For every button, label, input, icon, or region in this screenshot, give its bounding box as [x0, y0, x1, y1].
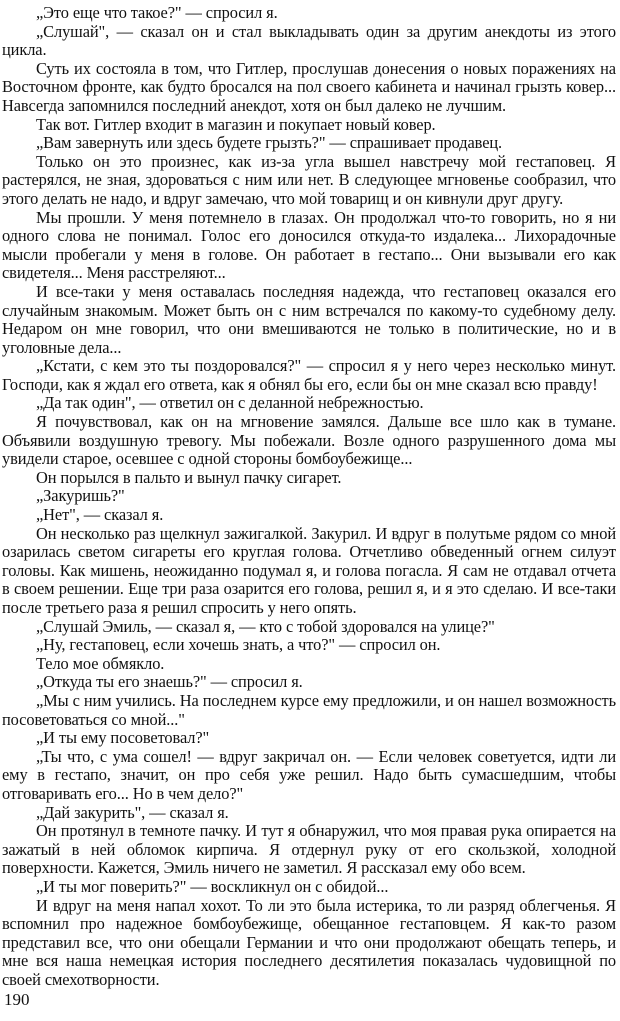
paragraph: Только он это произнес, как из-за угла вышел навстречу мой гестаповец. Я растерялся, не зная, здороваться с ним или нет. В следующее мгновенье сообразил, что этого делать не надо, и вдруг замечаю, что мой товарищ и он кивнули друг другу. — [2, 151, 616, 208]
paragraph: „Мы с ним учились. На последнем курсе ему предложили, и он нашел возможность посоветоваться со мной..." — [2, 690, 616, 729]
paragraph: „Вам завернуть или здесь будете грызть?" — спрашивает продавец. — [36, 133, 503, 153]
paragraph: И вдруг на меня напал хохот. То ли это была истерика, то ли разряд облегченья. Я вспомнил про надежное бомбоубежище, обещанное гестаповцем. Я как-то разом представил все, что они обещали Германии и что они продолжают обещать теперь, и мне вся наша немецкая история последнего десятилетия показалась чудовищной по своей смехотворности. — [2, 895, 616, 989]
paragraph: „Это еще что такое?" — спросил я. — [36, 3, 278, 22]
paragraph: „Слушай", — сказал он и стал выкладывать один за другим анекдоты из этого цикла. — [2, 21, 616, 60]
paragraph: „Нет", — сказал я. — [36, 505, 164, 525]
paragraph: „И ты мог поверить?" — воскликнул он с обидой... — [36, 876, 389, 896]
paragraph: „Слушай Эмиль, — сказал я, — кто с тобой здоровался на улице?" — [36, 616, 495, 636]
paragraph: „Ты что, с ума сошел! — вдруг закричал он. — Если человек советуется, идти ли ему в гестапо, значит, он про себя уже решил. Надо быть сумасшедшим, чтобы отговаривать его... Но в чем дело?" — [2, 746, 616, 803]
paragraph: Он порылся в пальто и вынул пачку сигарет. — [36, 467, 342, 487]
paragraph: „Кстати, с кем это ты поздоровался?" — спросил я у него через несколько минут. Господи, как я ждал его ответа, как я обнял бы его, если бы он мне сказал всю правду! — [2, 356, 616, 394]
paragraph: Мы прошли. У меня потемнело в глазах. Он продолжал что-то говорить, но я ни одного слова не понимал. Голос его доносился откуда-то издалека... Лихорадочные мысли пробегали у меня в голове. Он работает в гестапо... Они вызывали его как свидетеля... Меня расстреляют... — [2, 207, 616, 283]
paragraph: „И ты ему посоветовал?" — [36, 728, 210, 748]
paragraph: „Да так один", — ответил он с деланной небрежностью. — [36, 393, 424, 413]
paragraph: Так вот. Гитлер входит в магазин и покупает новый ковер. — [36, 114, 436, 134]
paragraph: Тело мое обмякло. — [36, 653, 165, 673]
paragraph: Я почувствовал, как он на мгновение замялся. Дальше все шло как в тумане. Объявили воздушную тревогу. Мы побежали. Возле одного разрушенного дома мы увидели старое, осевшее с одной стороны бомбоубежище... — [2, 412, 616, 469]
paragraph: „Закуришь?" — [36, 486, 125, 506]
paragraph: Он несколько раз щелкнул зажигалкой. Закурил. И вдруг в полутьме рядом со мной озарилась светом сигареты его круглая голова. Отчетливо обведенный огнем силуэт головы. Как мишень, неожиданно подумал я, и голова погасла. Я сам не отдавал отчета в своем решении. Еще три раза озарится его голова, решил я, и я это сделаю. И все-таки после третьего раза я решил спросить у него опять. — [2, 523, 616, 617]
page-number: 190 — [4, 990, 30, 1009]
paragraph: Суть их состояла в том, что Гитлер, прослушав донесения о новых поражениях на Восточном фронте, как будто бросался на пол своего кабинета и начинал грызть ковер... Навсегда запомнился последний анекдот, хотя он был далеко не лучшим. — [2, 58, 616, 115]
paragraph: „Ну, гестаповец, если хочешь знать, а что?" — спросил он. — [36, 635, 441, 655]
paragraph: „Откуда ты его знаешь?" — спросил я. — [36, 672, 303, 692]
paragraph: Он протянул в темноте пачку. И тут я обнаружил, что моя правая рука опирается на зажатый в ней обломок кирпича. Я отдернул руку от его скользкой, холодной поверхности. Кажется, Эмиль ничего не заметил. Я рассказал ему обо всем. — [2, 821, 616, 878]
body-text — [2, 4, 616, 989]
paragraph: И все-таки у меня оставалась последняя надежда, что гестаповец оказался его случайным знакомым. Может быть он с ним встречался по какому-то судебному делу. Недаром он мне говорил, что они вмешиваются не только в политические, но и в уголовные дела... — [2, 281, 616, 357]
paragraph: „Дай закурить", — сказал я. — [36, 802, 229, 822]
